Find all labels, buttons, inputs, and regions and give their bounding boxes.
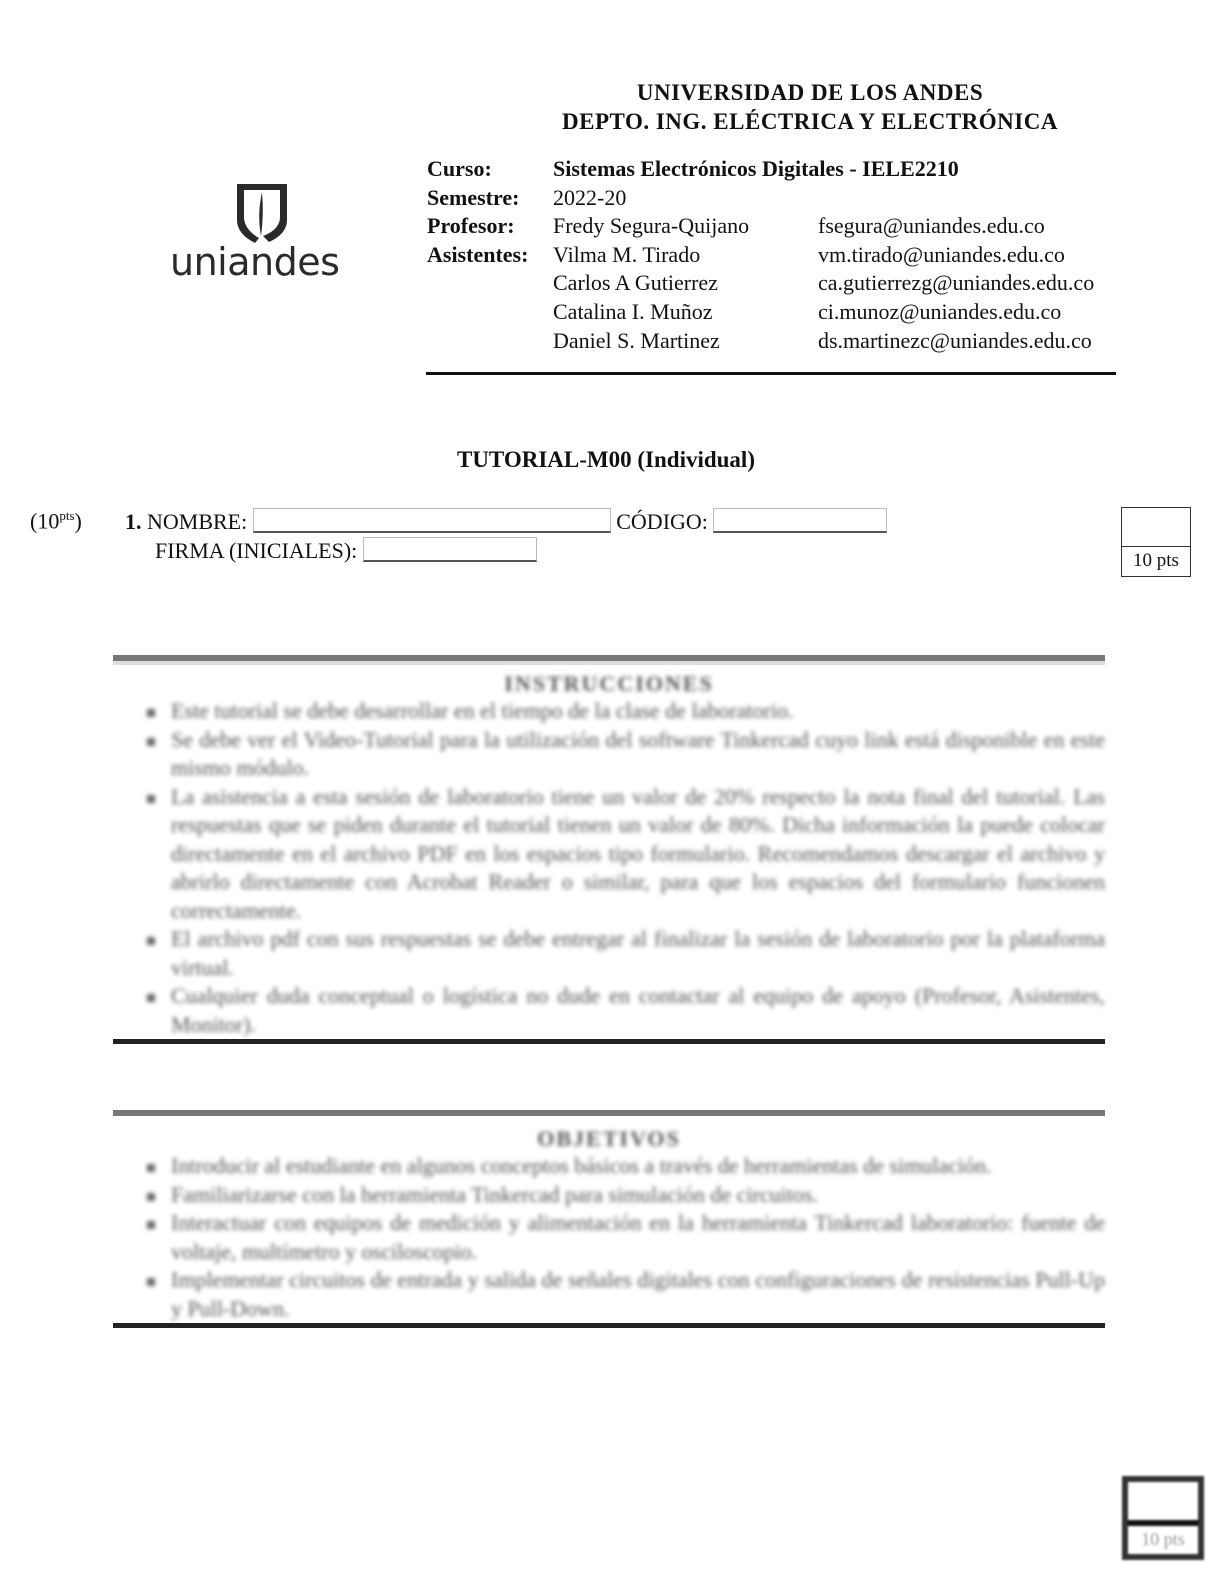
instruction-item: Este tutorial se debe desarrollar en el tiempo de la clase de laboratorio. bbox=[171, 697, 1105, 726]
objectives-section bbox=[113, 1110, 1105, 1328]
assistant-email: ci.munoz@uniandes.edu.co bbox=[818, 298, 1062, 324]
instruction-item: El archivo pdf con sus respuestas se debe entregar al finalizar la sesión de laboratorio por la plataforma virtual. bbox=[171, 925, 1105, 982]
department-name: DEPTO. ING. ELÉCTRICA Y ELECTRÓNICA bbox=[562, 109, 1058, 134]
instruction-item: Cualquier duda conceptual o logística no dude en contactar al equipo de apoyo (Profesor, Asistentes, Monitor). bbox=[171, 982, 1105, 1039]
score-box[interactable] bbox=[1121, 507, 1191, 577]
question-1 bbox=[125, 507, 887, 565]
course-label: Curso: bbox=[427, 156, 492, 181]
header-divider bbox=[426, 372, 1116, 375]
semester-label: Semestre: bbox=[427, 184, 520, 210]
code-input[interactable] bbox=[713, 508, 887, 533]
objective-item: Familiarizarse con la herramienta Tinkercad para simulación de circuitos. bbox=[171, 1181, 1105, 1210]
professor-name: Fredy Segura-Quijano bbox=[553, 213, 750, 239]
name-input[interactable] bbox=[253, 508, 611, 533]
assistants-label: Asistentes: bbox=[427, 241, 529, 267]
question-points: $(10^{pts})$ bbox=[30, 508, 82, 534]
signature-label: FIRMA (INICIALES): bbox=[155, 538, 358, 563]
instruction-item: Se debe ver el Video-Tutorial para la utilización del software Tinkercad cuyo link está disponible en este mismo módulo. bbox=[171, 726, 1105, 783]
university-name: UNIVERSIDAD DE LOS ANDES bbox=[636, 80, 984, 105]
score-box-label: 10 pts bbox=[1122, 546, 1190, 575]
name-label: NOMBRE: bbox=[147, 509, 248, 534]
instruction-item: La asistencia a esta sesión de laboratorio tiene un valor de 20% respecto la nota final del tutorial. Las respuestas que se piden durante el tutorial tienen un valor de 80%. Dicha información la puede colocar directamente en el archivo PDF en los espacios tipo formulario. Recomendamos descargar el archivo y abrirlo directamente con Acrobat Reader o similar, para que los espacios del formulario funcionen correctamente. bbox=[171, 783, 1105, 926]
professor-email: fsegura@uniandes.edu.co bbox=[818, 213, 1045, 239]
instructions-section bbox=[113, 655, 1105, 1044]
footer-score-label: 10 pts bbox=[1128, 1520, 1198, 1552]
course-info bbox=[427, 155, 1094, 355]
assistant-name: Carlos A Gutierrez bbox=[553, 270, 718, 296]
assistant-name: Catalina I. Muñoz bbox=[553, 298, 713, 324]
course-name: Sistemas Electrónicos Digitales - IELE2210 bbox=[553, 156, 959, 181]
semester-value: 2022-20 bbox=[553, 184, 627, 210]
document-title: TUTORIAL-M00 (Individual) bbox=[456, 447, 755, 472]
objectives-title: OBJETIVOS bbox=[537, 1126, 681, 1151]
assistant-email: vm.tirado@uniandes.edu.co bbox=[818, 241, 1065, 267]
assistant-email: ca.gutierrezg@uniandes.edu.co bbox=[818, 270, 1095, 296]
objective-item: Introducir al estudiante en algunos conceptos básicos a través de herramientas de simulación. bbox=[171, 1152, 1105, 1181]
professor-label: Profesor: bbox=[427, 213, 515, 239]
assistant-email: ds.martinezc@uniandes.edu.co bbox=[818, 327, 1092, 353]
assistant-name: Vilma M. Tirado bbox=[553, 241, 701, 267]
objective-item: Implementar circuitos de entrada y salida de señales digitales con configuraciones de resistencias Pull-Up y Pull-Down. bbox=[171, 1266, 1105, 1323]
assistant-name: Daniel S. Martinez bbox=[553, 327, 720, 353]
instructions-title: INSTRUCCIONES bbox=[504, 671, 714, 696]
objective-item: Interactuar con equipos de medición y alimentación en la herramienta Tinkercad laboratorio: fuente de voltaje, multímetro y osciloscopio. bbox=[171, 1209, 1105, 1266]
signature-input[interactable] bbox=[363, 537, 537, 562]
question-number: 1. bbox=[125, 509, 142, 534]
logo-text: uniandes bbox=[170, 240, 340, 284]
footer-score-box[interactable] bbox=[1122, 1476, 1204, 1560]
code-label: CÓDIGO: bbox=[616, 509, 708, 534]
